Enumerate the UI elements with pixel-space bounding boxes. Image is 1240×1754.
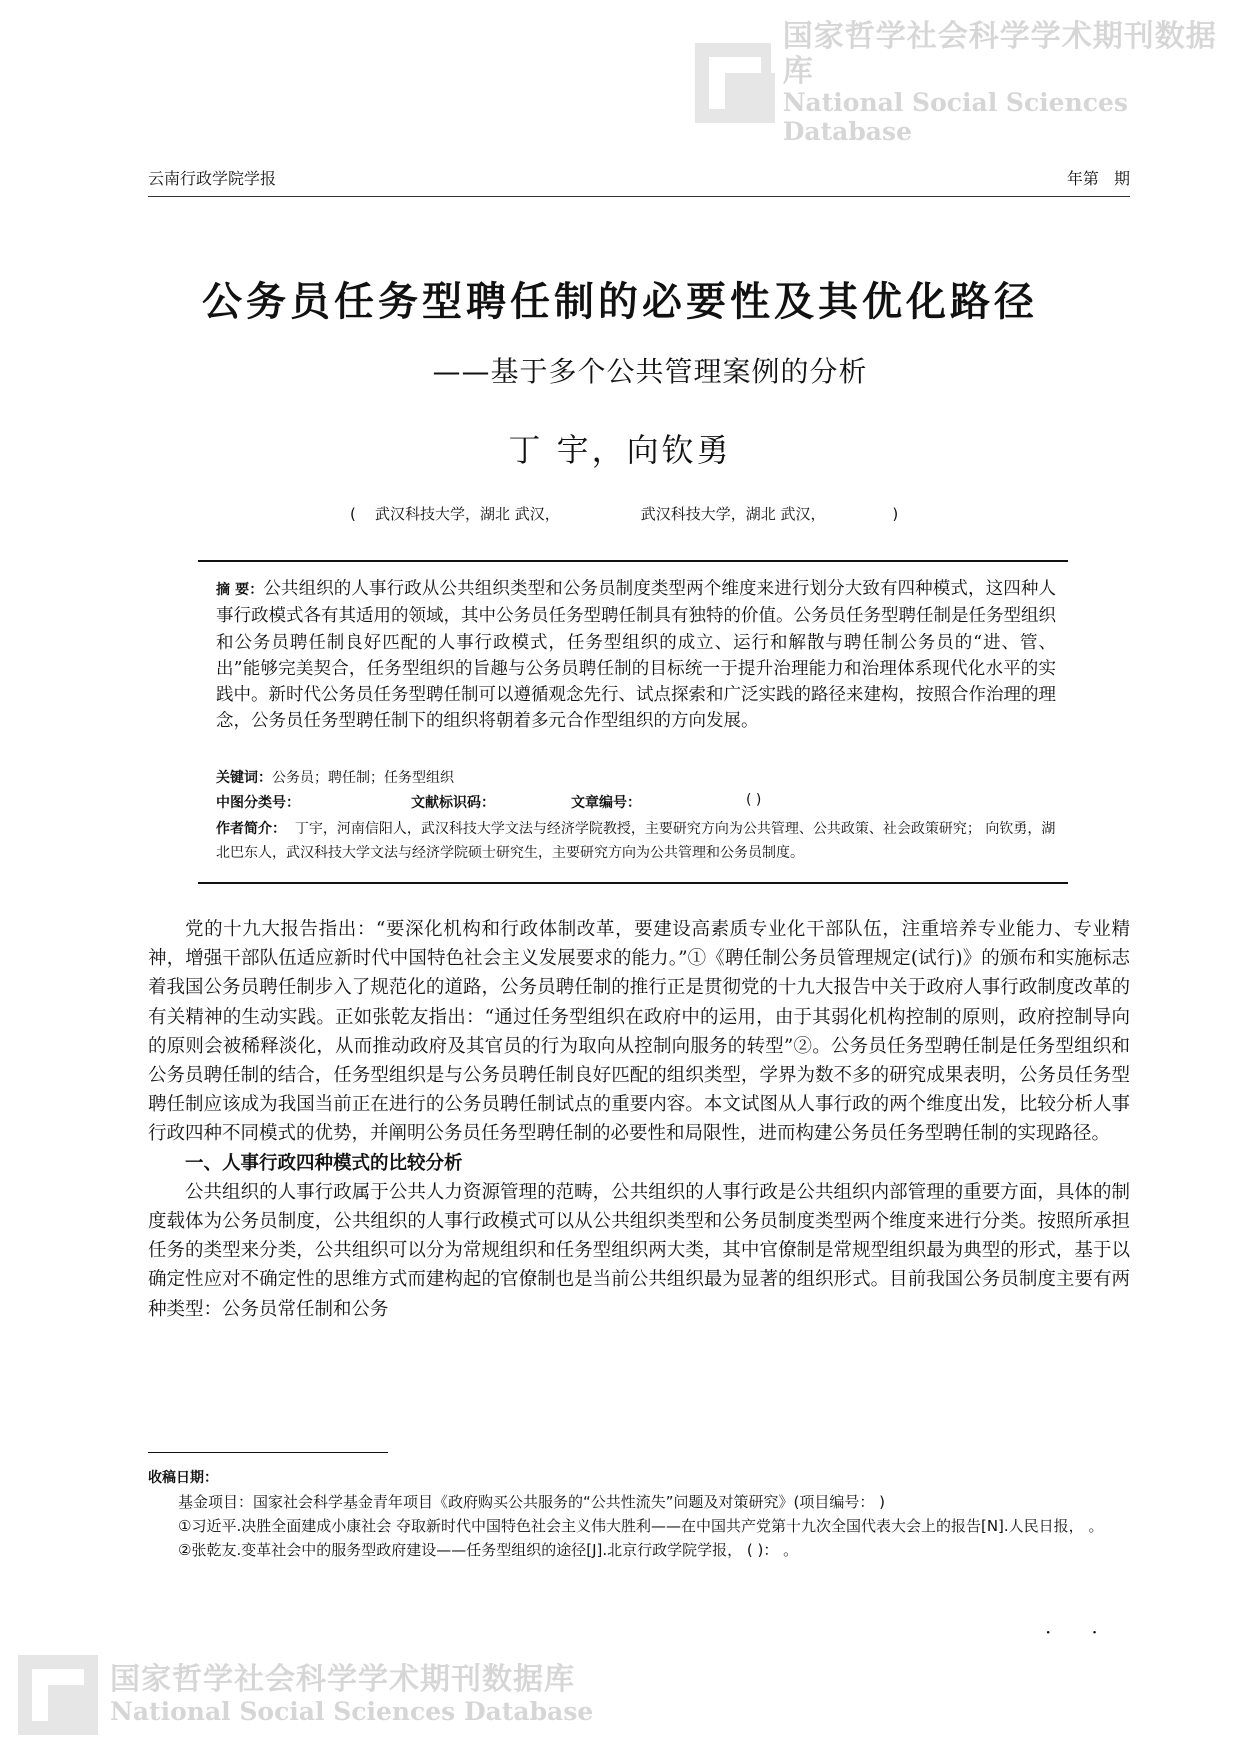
footnote-divider: [148, 1452, 388, 1453]
body-text: [148, 915, 1130, 1324]
watermark-en-text: National Social Sciences Database: [110, 1696, 594, 1726]
body-paragraph: 党的十九大报告指出：“要深化机构和行政体制改革，要建设高素质专业化干部队伍，注重培养专业能力、专业精神，增强干部队伍适应新时代中国特色社会主义发展要求的能力。”①《聘任制公务员管理规定(试行)》的颁布和实施标志着我国公务员聘任制步入了规范化的道路，公务员聘任制的推行正是贯彻党的十九大报告中关于政府人事行政制度改革的有关精神的生动实践。正如张乾友指出：“通过任务型组织在政府中的运用，由于其弱化机构控制的原则，政府控制导向的原则会被稀释淡化，从而推动政府及其官员的行为取向从控制向服务的转型”②。公务员任务型聘任制是任务型组织和公务员聘任制的结合，任务型组织是与公务员聘任制良好匹配的组织类型，学界为数不多的研究成果表明，公务员任务型聘任制应该成为我国当前正在进行的公务员聘任制试点的重要内容。本文试图从人事行政的两个维度出发，比较分析人事行政四种不同模式的优势，并阐明公务员任务型聘任制的必要性和局限性，进而构建公务员任务型聘任制的实现路径。: [148, 919, 1130, 1145]
keywords-label: 关键词：: [216, 770, 272, 786]
database-logo-icon: [695, 43, 771, 123]
watermark-cn-text: 国家哲学社会科学学术期刊数据库: [782, 19, 1217, 89]
bio-text: 丁宇，河南信阳人，武汉科技大学文法与经济学院教授，主要研究方向为公共管理、公共政策、社会政策研究； 向钦勇，湖北巴东人，武汉科技大学文法与经济学院硕士研究生，主要研究方向为公共管理和公务员制度。: [216, 821, 1056, 861]
abstract-text: 公共组织的人事行政从公共组织类型和公务员制度类型两个维度来进行划分大致有四种模式，这四种人事行政模式各有其适用的领域，其中公务员任务型聘任制具有独特的价值。公务员任务型聘任制是任务型组织和公务员聘任制良好匹配的人事行政模式，任务型组织的成立、运行和解散与聘任制公务员的“进、管、出”能够完美契合，任务型组织的旨趣与公务员聘任制的目标统一于提升治理能力和治理体系现代化水平的实践中。新时代公务员任务型聘任制可以遵循观念先行、试点探索和广泛实践的路径来建构，按照合作治理的理念，公务员任务型聘任制下的组织将朝着多元合作型组织的方向发展。: [216, 579, 1056, 732]
watermark-logo-top: [695, 20, 1240, 147]
footnotes: [148, 1466, 1130, 1562]
affiliation-close-paren: ): [892, 505, 899, 523]
article-number-label: 文章编号：: [571, 795, 641, 811]
affiliation-first: 武汉科技大学，湖北 武汉，: [374, 505, 560, 523]
author-names: 丁 宇，向钦勇: [508, 431, 732, 469]
keywords: [216, 767, 454, 787]
clc-label: 中图分类号：: [216, 795, 300, 811]
fund-note: 基金项目：国家社会科学基金青年项目《政府购买公共服务的“公共性流失”问题及对策研究》(项目编号： ): [178, 1493, 886, 1511]
database-logo-icon: [18, 1655, 98, 1735]
running-header: [148, 166, 1130, 197]
watermark-logo-bottom: [18, 1655, 593, 1735]
paper-subtitle: ——基于多个公共管理案例的分析: [432, 355, 868, 388]
body-paragraph: 公共组织的人事行政属于公共人力资源管理的范畴，公共组织的人事行政是公共组织内部管理的重要方面，具体的制度载体为公务员制度，公共组织的人事行政模式可以从公共组织类型和公务员制度类型两个维度来进行分类。按照所承担任务的类型来分类，公共组织可以分为常规组织和任务型组织两大类，其中官僚制是常规型组织最为典型的形式，基于以确定性应对不确定性的思维方式而建构起的官僚制也是当前公共组织最为显著的组织形式。目前我国公务员制度主要有两种类型：公务员常任制和公务: [148, 1181, 1130, 1320]
watermark-cn-text: 国家哲学社会科学学术期刊数据库: [110, 1662, 575, 1698]
abstract-box: [198, 560, 1068, 884]
keywords-text: 公务员；聘任制；任务型组织: [272, 770, 454, 786]
article-number-paren: ( ): [746, 792, 762, 808]
journal-name: 云南行政学院学报: [148, 169, 277, 188]
issue-info: 年第 期: [1066, 169, 1130, 188]
abstract-label: 摘 要：: [216, 582, 264, 598]
author-affiliation: [350, 503, 898, 524]
footnote-2: ②张乾友.变革社会中的服务型政府建设——任务型组织的途径[J].北京行政学院学报， ( )： 。: [178, 1541, 799, 1559]
watermark-en-text: National Social Sciences Database: [782, 88, 1128, 146]
section-heading: 一、人事行政四种模式的比较分析: [185, 1152, 463, 1174]
affiliation-second: 武汉科技大学，湖北 武汉，: [640, 505, 826, 523]
affiliation-open-paren: (: [350, 505, 356, 523]
page-dots: ··: [1045, 1620, 1138, 1644]
paper-title: 公务员任务型聘任制的必要性及其优化路径: [202, 279, 1038, 325]
author-bio: [216, 817, 1056, 865]
abstract: [216, 576, 1056, 735]
classification-line: [216, 792, 1056, 812]
doc-code-label: 文献标识码：: [411, 795, 495, 811]
received-date-label: 收稿日期：: [148, 1470, 218, 1486]
footnote-1: ①习近平.决胜全面建成小康社会 夺取新时代中国特色社会主义伟大胜利——在中国共产党第十九次全国代表大会上的报告[N].人民日报， 。: [178, 1517, 1104, 1535]
bio-label: 作者简介：: [216, 821, 286, 837]
